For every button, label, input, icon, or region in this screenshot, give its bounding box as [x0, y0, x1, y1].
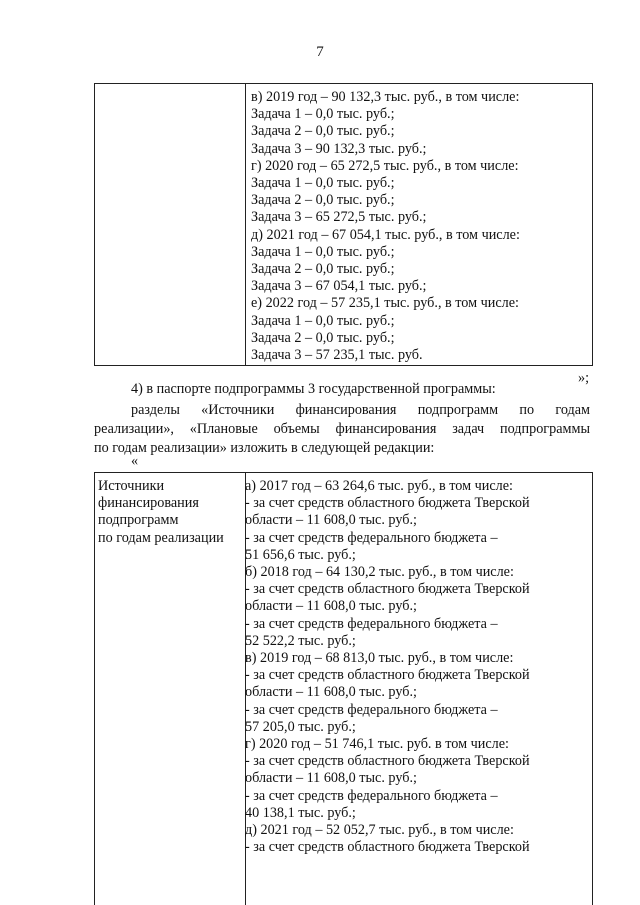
table-line: 52 522,2 тыс. руб.;: [245, 632, 356, 649]
table-line: - за счет средств областного бюджета Тверской: [245, 495, 530, 512]
table-line: Задача 1 – 0,0 тыс. руб.;: [251, 175, 395, 192]
table-line: 51 656,6 тыс. руб.;: [245, 546, 356, 563]
table-line: а) 2017 год – 63 264,6 тыс. руб., в том числе:: [245, 478, 513, 494]
table-line: в) 2019 год – 68 813,0 тыс. руб., в том числе:: [245, 650, 514, 667]
table-line: Задача 3 – 90 132,3 тыс. руб.;: [251, 140, 427, 157]
row-header-line: Источники: [98, 478, 165, 494]
table-line: Задача 3 – 57 235,1 тыс. руб.: [251, 347, 423, 364]
table-line: - за счет средств федерального бюджета –: [245, 787, 498, 804]
page-number: 7: [316, 44, 324, 60]
funding-table-continued: [94, 83, 593, 366]
table-line: - за счет средств областного бюджета Тверской: [245, 753, 530, 770]
table-line: г) 2020 год – 65 272,5 тыс. руб., в том числе:: [251, 157, 519, 174]
table-right-cell: [251, 89, 520, 364]
table-line: - за счет средств федерального бюджета –: [245, 701, 498, 718]
paragraph-line: 4) в паспорте подпрограммы 3 государственной программы:: [131, 381, 496, 397]
table-line: Задача 2 – 0,0 тыс. руб.;: [251, 192, 395, 209]
table-line: в) 2019 год – 90 132,3 тыс. руб., в том числе:: [251, 89, 520, 105]
table-line: д) 2021 год – 67 054,1 тыс. руб., в том числе:: [251, 226, 520, 243]
table-line: Задача 2 – 0,0 тыс. руб.;: [251, 123, 395, 140]
opening-quote: «: [131, 453, 139, 469]
table-line: 40 138,1 тыс. руб.;: [245, 804, 356, 821]
table-line: Задача 3 – 65 272,5 тыс. руб.;: [251, 209, 427, 226]
table-line: Задача 1 – 0,0 тыс. руб.;: [251, 312, 395, 329]
table-line: е) 2022 год – 57 235,1 тыс. руб., в том числе:: [251, 295, 519, 312]
table-left-cell: [95, 84, 246, 365]
table-line: б) 2018 год – 64 130,2 тыс. руб., в том числе:: [245, 564, 514, 581]
table-line: д) 2021 год – 52 052,7 тыс. руб., в том числе:: [245, 822, 514, 839]
row-header-line: по годам реализации: [98, 529, 224, 546]
table-line: - за счет средств областного бюджета Тверской: [245, 581, 530, 598]
closing-quote: »;: [578, 370, 590, 386]
row-header-line: подпрограмм: [98, 512, 179, 529]
table-left-cell: [95, 473, 246, 905]
table-line: Задача 2 – 0,0 тыс. руб.;: [251, 329, 395, 346]
row-header-line: финансирования: [98, 495, 199, 512]
table-line: области – 11 608,0 тыс. руб.;: [245, 512, 417, 529]
funding-sources-table: [94, 472, 593, 905]
paragraph-line: по годам реализации» изложить в следующей редакции:: [94, 440, 435, 456]
paragraph-line: реализации», «Плановые объемы финансирования задач подпрограммы: [94, 421, 590, 437]
table-right-cell: [245, 478, 530, 856]
table-line: Задача 2 – 0,0 тыс. руб.;: [251, 261, 395, 278]
table-line: области – 11 608,0 тыс. руб.;: [245, 770, 417, 787]
table-line: г) 2020 год – 51 746,1 тыс. руб. в том числе:: [245, 736, 509, 753]
table-line: - за счет средств областного бюджета Тверской: [245, 667, 530, 684]
table-line: области – 11 608,0 тыс. руб.;: [245, 684, 417, 701]
table-line: области – 11 608,0 тыс. руб.;: [245, 598, 417, 615]
table-line: - за счет средств федерального бюджета –: [245, 615, 498, 632]
paragraph-line: разделы «Источники финансирования подпрограмм по годам: [131, 402, 590, 418]
table-line: - за счет средств областного бюджета Тверской: [245, 839, 530, 856]
table-line: - за счет средств федерального бюджета –: [245, 529, 498, 546]
table-line: 57 205,0 тыс. руб.;: [245, 718, 356, 735]
table-line: Задача 1 – 0,0 тыс. руб.;: [251, 106, 395, 123]
table-line: Задача 1 – 0,0 тыс. руб.;: [251, 243, 395, 260]
table-line: Задача 3 – 67 054,1 тыс. руб.;: [251, 278, 427, 295]
